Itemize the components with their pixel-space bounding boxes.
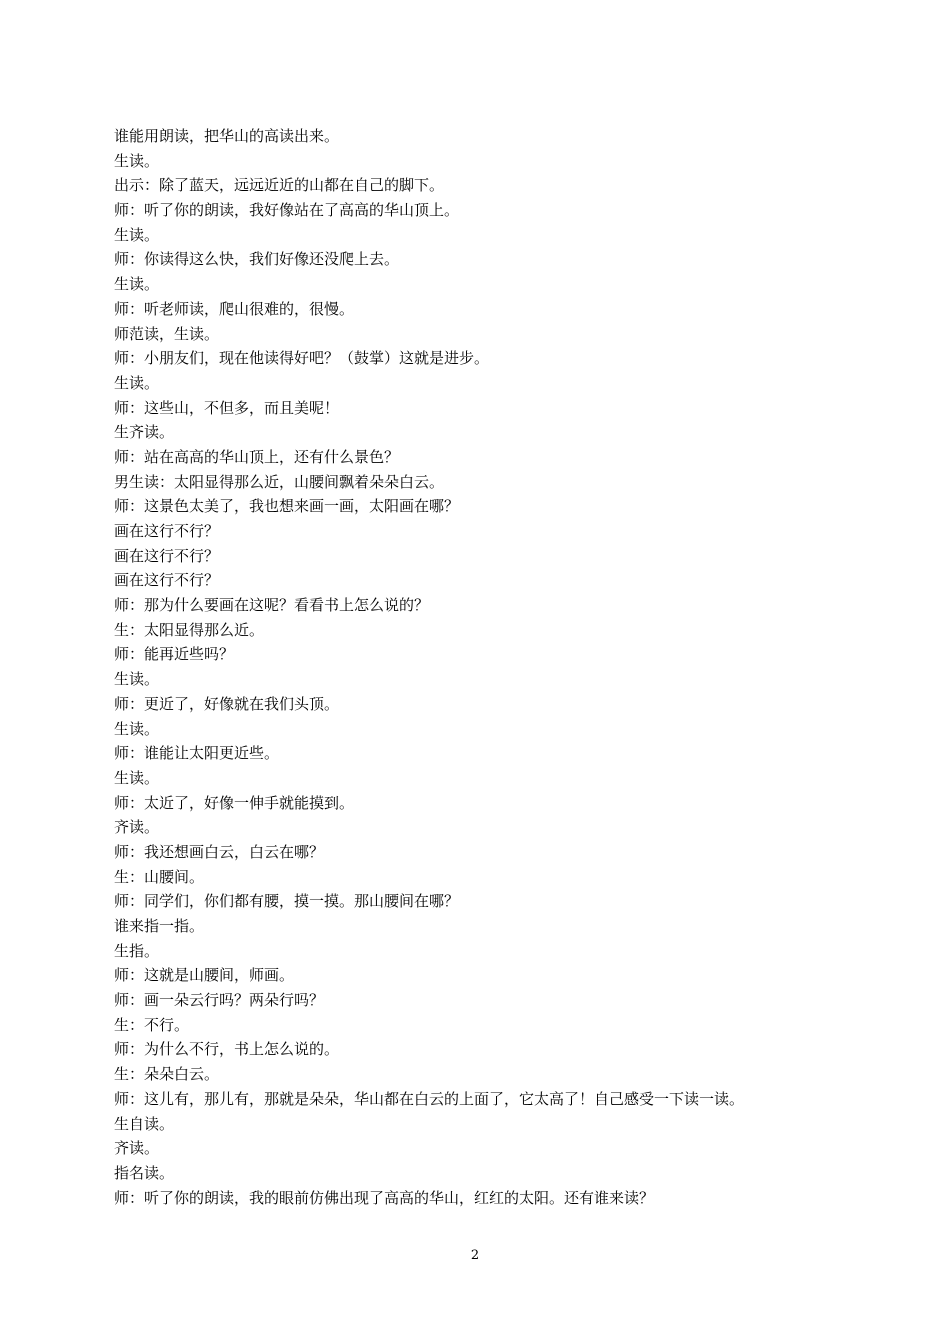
text-line: 师：你读得这么快，我们好像还没爬上去。 bbox=[114, 250, 400, 269]
text-line: 师：太近了，好像一伸手就能摸到。 bbox=[114, 793, 355, 812]
text-line: 师：谁能让太阳更近些。 bbox=[114, 744, 280, 763]
text-line: 齐读。 bbox=[114, 818, 160, 837]
text-line: 生指。 bbox=[114, 941, 160, 960]
text-line: 师：听了你的朗读，我好像站在了高高的华山顶上。 bbox=[114, 201, 460, 220]
text-line: 师：为什么不行，书上怎么说的。 bbox=[114, 1040, 340, 1059]
text-line: 师：这儿有，那儿有，那就是朵朵，华山都在白云的上面了，它太高了！自己感受一下读一读。 bbox=[114, 1089, 745, 1108]
text-line: 师：这些山，不但多，而且美呢！ bbox=[114, 398, 340, 417]
text-line: 生读。 bbox=[114, 151, 160, 170]
text-line: 生：山腰间。 bbox=[114, 867, 205, 886]
text-line: 谁来指一指。 bbox=[114, 917, 205, 935]
text-line: 师：小朋友们，现在他读得好吧？（鼓掌）这就是进步。 bbox=[114, 349, 490, 368]
text-line: 师：能再近些吗？ bbox=[114, 645, 235, 664]
text-line: 生读。 bbox=[114, 768, 160, 787]
text-line: 师：那为什么要画在这呢？看看书上怎么说的？ bbox=[114, 596, 430, 615]
text-line: 师范读，生读。 bbox=[114, 324, 220, 343]
page-number: 2 bbox=[470, 1248, 480, 1263]
text-line: 师：听老师读，爬山很难的，很慢。 bbox=[114, 299, 355, 318]
text-line: 生自读。 bbox=[114, 1114, 175, 1133]
text-line: 生读。 bbox=[114, 275, 160, 294]
text-line: 师：画一朵云行吗？两朵行吗？ bbox=[114, 991, 325, 1010]
text-line: 师：同学们，你们都有腰，摸一摸。那山腰间在哪？ bbox=[114, 892, 460, 911]
text-line: 画在这行不行？ bbox=[114, 571, 220, 590]
text-line: 生读。 bbox=[114, 719, 160, 738]
text-line: 生：太阳显得那么近。 bbox=[114, 620, 265, 639]
text-line: 师：听了你的朗读，我的眼前仿佛出现了高高的华山，红红的太阳。还有谁来读？ bbox=[114, 1188, 655, 1207]
text-line: 生读。 bbox=[114, 670, 160, 689]
text-line: 生读。 bbox=[114, 373, 160, 392]
text-line: 师：更近了，好像就在我们头顶。 bbox=[114, 694, 340, 713]
text-line: 生齐读。 bbox=[114, 423, 175, 442]
text-line: 生读。 bbox=[114, 225, 160, 244]
text-line: 师：我还想画白云，白云在哪？ bbox=[114, 842, 325, 861]
text-line: 师：这景色太美了，我也想来画一画，太阳画在哪？ bbox=[114, 497, 460, 516]
text-line: 出示：除了蓝天，远远近近的山都在自己的脚下。 bbox=[114, 176, 445, 195]
text-line: 齐读。 bbox=[114, 1139, 160, 1158]
text-line: 画在这行不行？ bbox=[114, 522, 220, 540]
text-line: 指名读。 bbox=[114, 1163, 175, 1182]
text-line: 画在这行不行？ bbox=[114, 546, 220, 565]
text-line: 生：朵朵白云。 bbox=[114, 1065, 220, 1084]
text-line: 谁能用朗读，把华山的高读出来。 bbox=[114, 127, 340, 145]
body-text bbox=[114, 124, 844, 1210]
text-line: 男生读：太阳显得那么近，山腰间飘着朵朵白云。 bbox=[114, 472, 445, 491]
text-line: 生：不行。 bbox=[114, 1015, 190, 1034]
text-line: 师：站在高高的华山顶上，还有什么景色？ bbox=[114, 447, 400, 466]
text-line: 师：这就是山腰间，师画。 bbox=[114, 966, 295, 985]
